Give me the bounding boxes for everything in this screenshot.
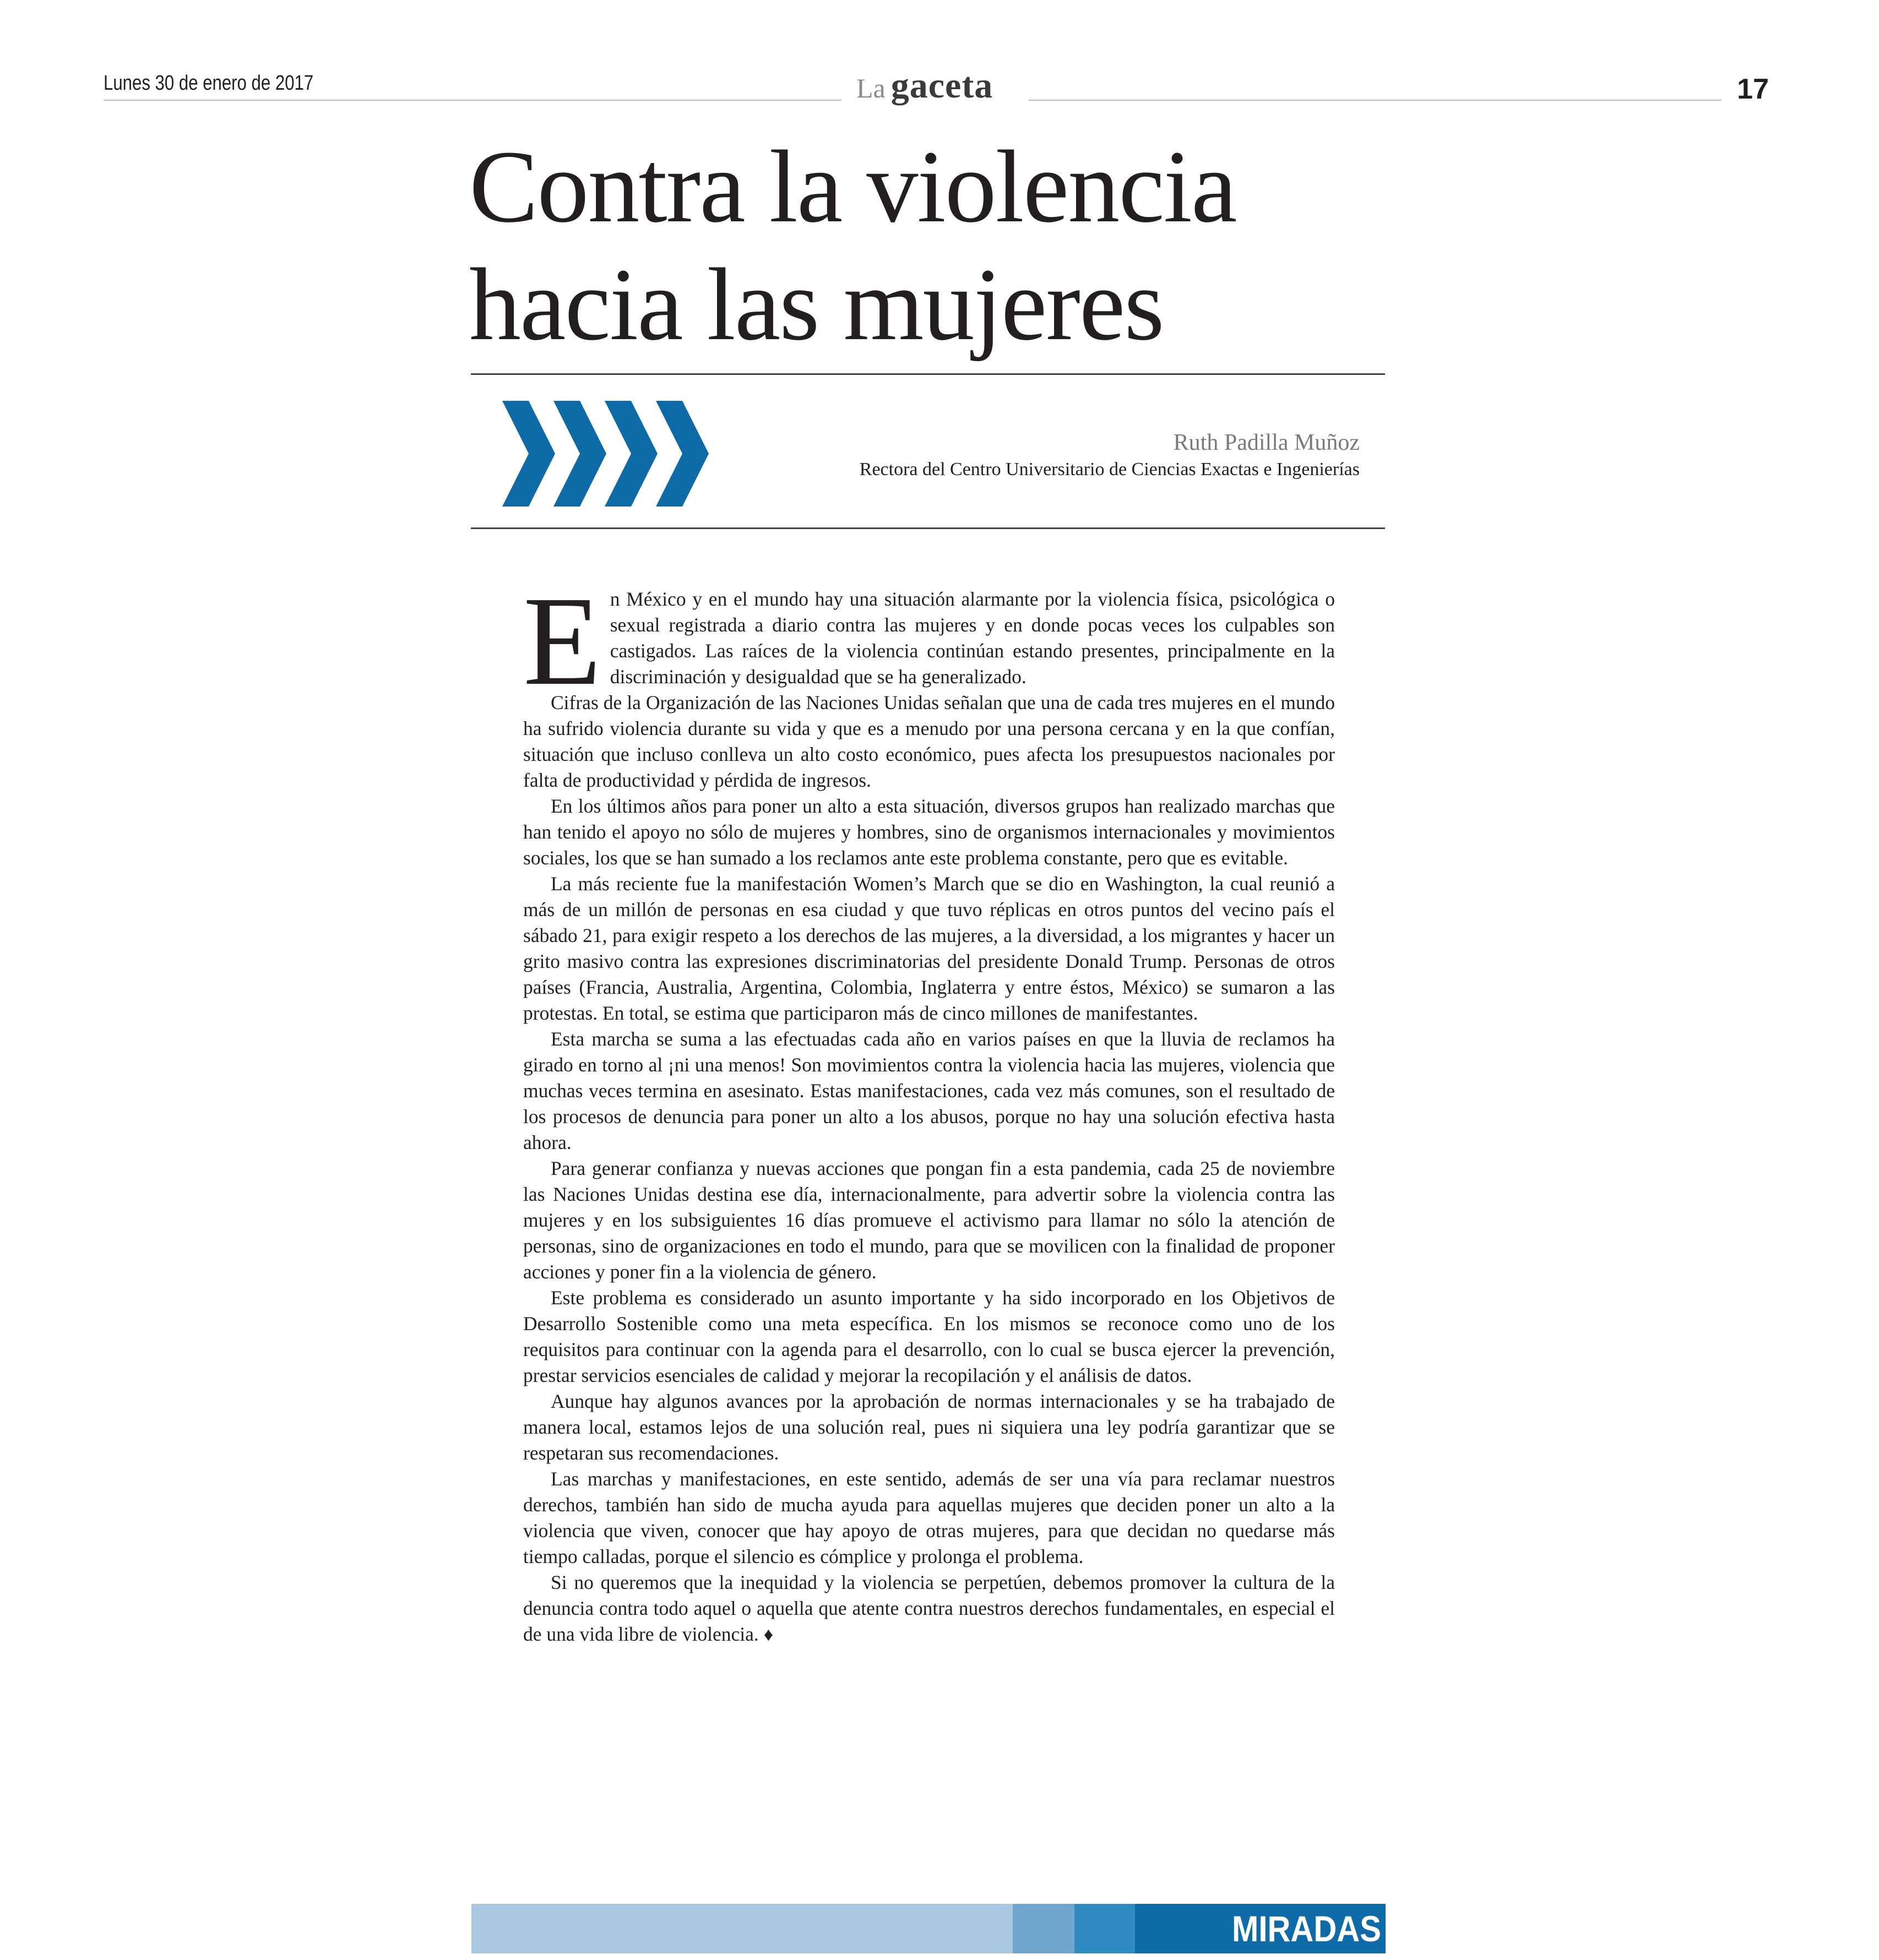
chevron-3 (605, 401, 658, 507)
title-line-1: Contra la violencia (469, 129, 1236, 244)
masthead-gaceta: gaceta (890, 66, 993, 106)
footer-bar-mid (1013, 1904, 1074, 1953)
paragraph-1 (523, 570, 1335, 712)
paragraph: Para generar confianza y nuevas acciones que pongan fin a esta pandemia, cada 25 de noviembre las Naciones Unidas destina ese día, internacionalmente, para advertir sobre la violencia contra las mujeres y en los subsiguientes 16 días promueve el activismo para llamar no sólo la atención de personas, sino de organizaciones en todo el mundo, para que se movilicen con la finalidad de proponer acciones y poner fin a la violencia de género. (523, 1157, 1335, 1283)
paragraph: Esta marcha se suma a las efectuadas cada año en varios países en que la lluvia de reclamos ha girado en torno al ¡ni una menos! Son movimientos contra la violencia hacia las mujeres, violencia que muchas veces termina en asesinato. Estas manifestaciones, cada vez más comunes, son el resultado de los procesos de denuncia para poner un alto a los abusos, porque no hay una solución efectiva hasta ahora. (523, 1028, 1335, 1153)
paragraph-1-text: n México y en el mundo hay una situación alarmante por la violencia física, psicológica o sexual registrada a diario contra las mujeres y en donde pocas veces los culpables son castigados. Las raíces de la violencia continúan estando presentes, principalmente en la discriminación y desigualdad que se ha generalizado. (610, 588, 1335, 688)
footer-bar-bright (1074, 1904, 1135, 1953)
paragraph-last (523, 1570, 1335, 1648)
header-rule-right (1029, 100, 1721, 101)
chevron-4 (656, 401, 709, 507)
author-name: Ruth Padilla Muñoz (1173, 430, 1360, 455)
masthead-logo (856, 65, 993, 107)
title-line-2: hacia las mujeres (469, 247, 1164, 362)
chevron-2 (553, 401, 606, 507)
drop-cap: E (523, 570, 601, 712)
issue-date: Lunes 30 de enero de 2017 (104, 72, 314, 95)
chevron-1 (502, 401, 555, 507)
header-rule-left (104, 100, 841, 101)
last-paragraph-text: Si no queremos que la inequidad y la violencia se perpetúen, debemos promover la cultura de la denuncia contra todo aquel o aquella que atente contra nuestros derechos fundamentales, en especial el de una vida libre de violencia. (523, 1571, 1335, 1645)
end-mark-icon: ♦ (763, 1625, 774, 1645)
paragraph: En los últimos años para poner un alto a esta situación, diversos grupos han realizado marchas que han tenido el apoyo no sólo de mujeres y hombres, sino de organismos internacionales y movimientos sociales, los que se han sumado a los reclamos ante este problema constante, pero que es evitable. (523, 795, 1335, 869)
article-body (523, 570, 1335, 1648)
section-label: MIRADAS (1231, 1908, 1381, 1949)
paragraph: La más reciente fue la manifestación Women’s March que se dio en Washington, la cual reunió a más de un millón de personas en esa ciudad y que tuvo réplicas en otros puntos del vecino país el sábado 21, para exigir respeto a los derechos de las mujeres, a la diversidad, a los migrantes y hacer un grito masivo contra las expresiones discriminatorias del presidente Donald Trump. Personas de otros países (Francia, Australia, Argentina, Colombia, Inglaterra y entre éstos, México) se sumaron a las protestas. En total, se estima que participaron más de cinco millones de manifestantes. (523, 873, 1335, 1024)
paragraph: Aunque hay algunos avances por la aprobación de normas internacionales y se ha trabajado de manera local, estamos lejos de una solución real, pues ni siquiera una ley podría garantizar que se respetaran sus recomendaciones. (523, 1390, 1335, 1464)
byline-rule-top (471, 373, 1385, 375)
author-affiliation: Rectora del Centro Universitario de Ciencias Exactas e Ingenierías (859, 459, 1360, 480)
paragraph: Cifras de la Organización de las Naciones Unidas señalan que una de cada tres mujeres en el mundo ha sufrido violencia durante su vida y que es a menudo por una persona cercana y en la que confían, situación que incluso conlleva un alto costo económico, pues afecta los presupuestos nacionales por falta de productividad y pérdida de ingresos. (523, 692, 1335, 791)
footer-bar-light (471, 1904, 1013, 1953)
paragraph: Las marchas y manifestaciones, en este sentido, además de ser una vía para reclamar nuestros derechos, también han sido de mucha ayuda para aquellas mujeres que deciden poner un alto a la violencia que viven, conocer que hay apoyo de otras mujeres, para que decidan no quedarse más tiempo calladas, porque el silencio es cómplice y prolonga el problema. (523, 1468, 1335, 1567)
chevrons-icon (502, 401, 709, 507)
article-title (469, 128, 1405, 363)
byline-rule-bottom (471, 527, 1385, 529)
masthead-la: La (856, 73, 886, 104)
paragraph: Este problema es considerado un asunto importante y ha sido incorporado en los Objetivos de Desarrollo Sostenible como una meta específica. En los mismos se reconoce como uno de los requisitos para continuar con la agenda para el desarrollo, con lo cual se busca ejercer la prevención, prestar servicios esenciales de calidad y mejorar la recopilación y el análisis de datos. (523, 1287, 1335, 1386)
page-number: 17 (1737, 73, 1769, 105)
